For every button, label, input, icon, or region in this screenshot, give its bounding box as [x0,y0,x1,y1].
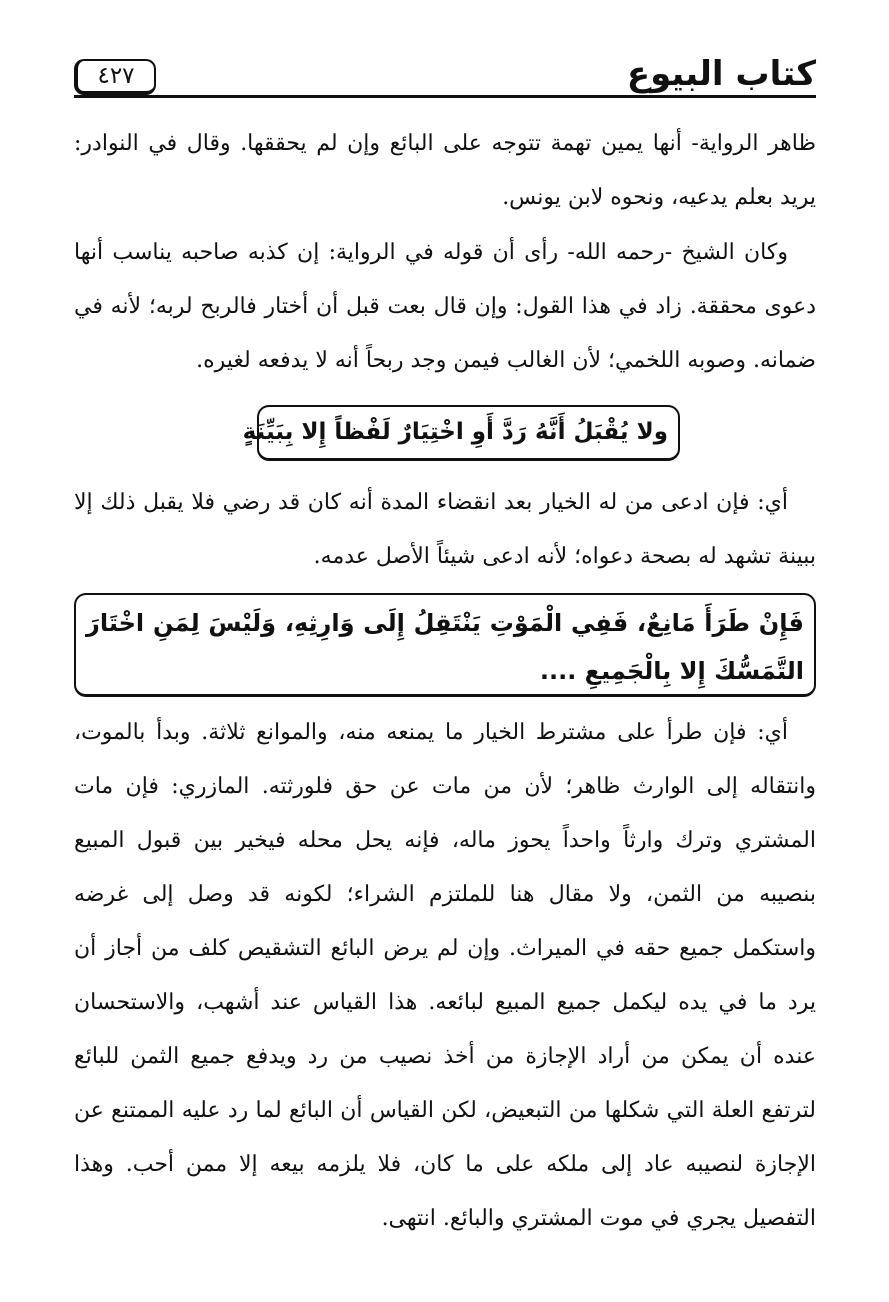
matn-box-short: ولا يُقْبَلُ أَنَّهُ رَدَّ أَوِ اخْتِيَارٌ لَفْظاً إِلا بِبَيِّنَةٍ [257,405,680,461]
book-title: كتاب البيوع [626,54,816,94]
paragraph-2: وكان الشيخ -رحمه الله- رأى أن قوله في الرواية: إن كذبه صاحبه يناسب أنها دعوى محققة. زاد في هذا القول: وإن قال بعت قبل أن أختار فالربح لربه؛ لأنه في ضمانه. وصوبه اللخمي؛ لأن الغالب فيمن وجد ربحاً أنه لا يدفعه لغيره. [74,240,816,373]
paragraph-4: أي: فإن طرأ على مشترط الخيار ما يمنعه منه، والموانع ثلاثة. وبدأ بالموت، وانتقاله إلى الوارث ظاهر؛ لأن من مات عن حق فلورثته. المازري: فإن مات المشتري وترك وارثاً واحداً يحوز ماله، فإنه يحل محله فيخير بين قبول المبيع بنصيبه من الثمن، ولا مقال هنا للملتزم الشراء؛ لكونه قد وصل إلى غرضه واستكمل جميع حقه في الميراث. وإن لم يرض البائع التشقيص كلف من أجاز أن يرد ما في يده ليكمل جميع المبيع لبائعه. هذا القياس عند أشهب، والاستحسان عنده أن يمكن من أراد الإجازة من أخذ نصيب من رد ويدفع جميع الثمن للبائع لترتفع العلة التي شكلها من التبعيض، لكن القياس أن البائع لما رد عليه الممتنع عن الإجازة لنصيبه عاد إلى ملكه على ما كان، فلا يلزمه بيعه إلا ممن أحب. وهذا التفصيل يجري في موت المشتري والبائع. انتهى. [74,720,816,1231]
matn-box-long: فَإِنْ طَرَأَ مَانِعٌ، فَفِي الْمَوْتِ يَنْتَقِلُ إِلَى وَارِثِهِ، وَلَيْسَ لِمَنِ اخْتَارَ التَّمَسُّكَ إِلا بِالْجَمِيعِ .... [74,593,816,697]
paragraph-1: ظاهر الرواية- أنها يمين تهمة تتوجه على البائع وإن لم يحققها. وقال في النوادر: يريد بعلم يدعيه، ونحوه لابن يونس. [74,131,816,210]
page-number: ٤٢٧ [74,59,156,95]
header-rule [74,95,816,98]
page-header [74,52,816,100]
paragraph-3: أي: فإن ادعى من له الخيار بعد انقضاء المدة أنه كان قد رضي فلا يقبل ذلك إلا ببينة تشهد له بصحة دعواه؛ لأنه ادعى شيئاً الأصل عدمه. [74,490,816,569]
